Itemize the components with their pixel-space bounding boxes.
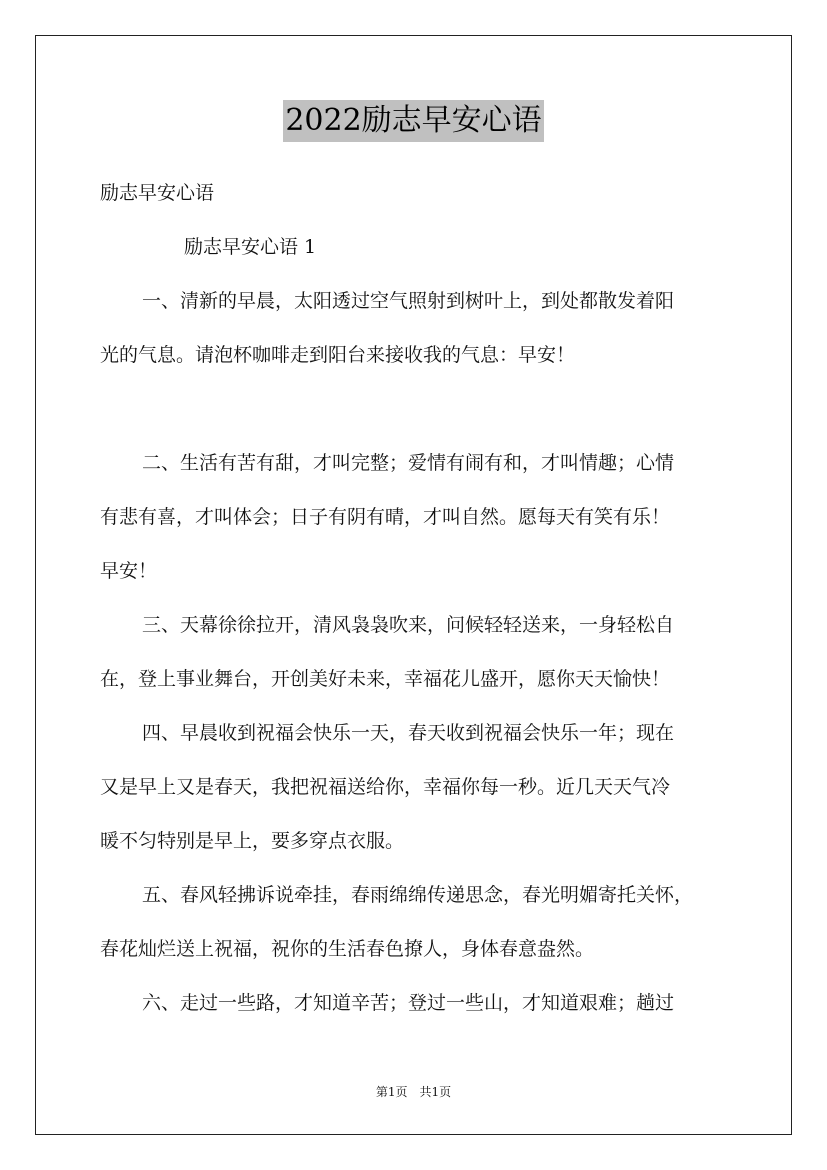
paragraph-line: 六、走过一些路，才知道辛苦；登过一些山，才知道艰难；趟过 <box>142 992 675 1014</box>
page-footer <box>0 1084 827 1100</box>
title-container <box>0 100 827 142</box>
paragraph-line: 五、春风轻拂诉说牵挂，春雨绵绵传递思念，春光明媚寄托关怀， <box>142 884 694 906</box>
paragraph-line: 有悲有喜，才叫体会；日子有阴有晴，才叫自然。愿每天有笑有乐！ <box>100 506 671 528</box>
paragraph-line: 早安！ <box>100 560 158 582</box>
paragraph-line: 在，登上事业舞台，开创美好未来，幸福花儿盛开，愿你天天愉快！ <box>100 668 671 690</box>
paragraph-line: 又是早上又是春天，我把祝福送给你，幸福你每一秒。近几天天气冷 <box>100 776 671 798</box>
section-subheading: 励志早安心语 1 <box>184 236 317 258</box>
paragraph-line: 一、清新的早晨，太阳透过空气照射到树叶上，到处都散发着阳 <box>142 290 675 312</box>
paragraph-line: 四、早晨收到祝福会快乐一天，春天收到祝福会快乐一年；现在 <box>142 722 675 744</box>
document-title: 2022励志早安心语 <box>283 100 543 142</box>
paragraph-line: 光的气息。请泡杯咖啡走到阳台来接收我的气息：早安！ <box>100 344 576 366</box>
page-total: 共1页 <box>419 1085 452 1099</box>
document-body <box>100 176 730 1040</box>
paragraph-line: 三、天幕徐徐拉开，清风袅袅吹来，问候轻轻送来，一身轻松自 <box>142 614 675 636</box>
paragraph-line: 二、生活有苦有甜，才叫完整；爱情有闹有和，才叫情趣；心情 <box>142 452 675 474</box>
section-heading: 励志早安心语 <box>100 182 215 204</box>
page-number: 第1页 <box>375 1085 408 1099</box>
blank-line <box>100 392 730 446</box>
paragraph-line: 春花灿烂送上祝福，祝你的生活春色撩人，身体春意盎然。 <box>100 938 595 960</box>
paragraph-line: 暖不匀特别是早上，要多穿点衣服。 <box>100 830 405 852</box>
